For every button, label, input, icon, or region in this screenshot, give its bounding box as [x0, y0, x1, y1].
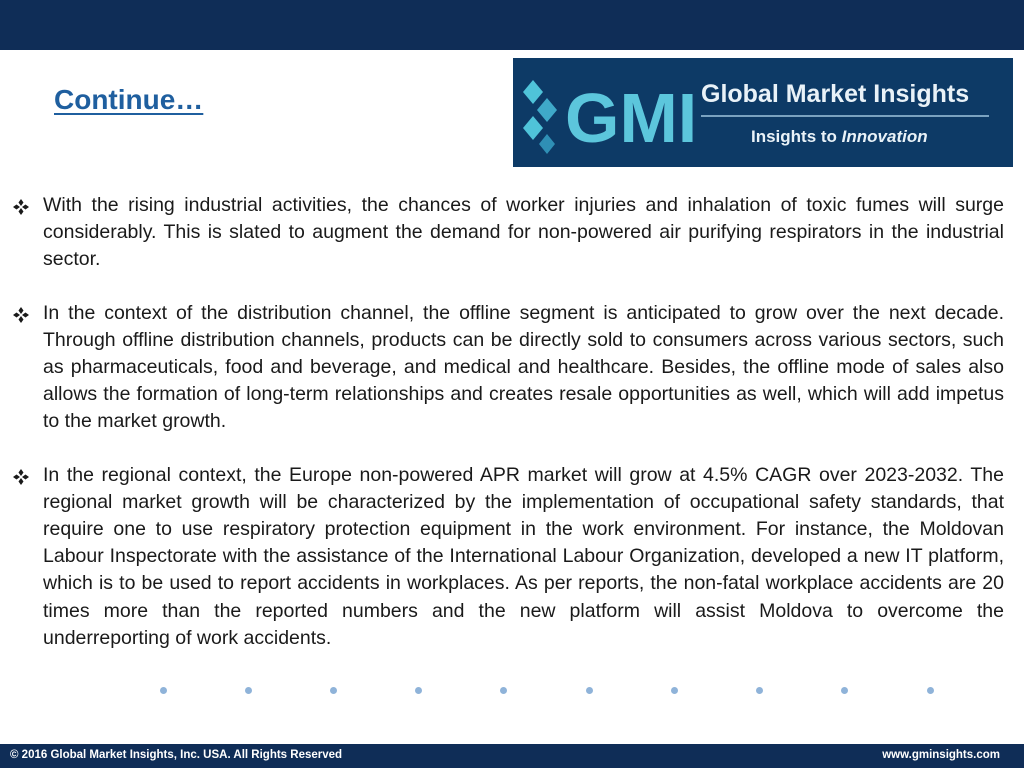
bullet-text: With the rising industrial activities, the chances of worker injuries and inhalation of toxic fumes will surge considerably. This is slated to augment the demand for non-powered air purifying respirators in the industrial sector.: [43, 194, 1004, 271]
dot: [500, 687, 507, 694]
gmi-diamond-logo-icon: [523, 80, 557, 154]
dot: [756, 687, 763, 694]
logo-mark: GMI: [565, 79, 698, 157]
decorative-dots: [0, 687, 1024, 699]
dot: [245, 687, 252, 694]
bullet-item: [12, 300, 1004, 436]
dot: [330, 687, 337, 694]
header-bar: [0, 0, 1024, 50]
diamond-bullet-icon: [12, 306, 30, 324]
dot: [671, 687, 678, 694]
bullet-list: [12, 192, 1004, 678]
dot: [841, 687, 848, 694]
dot: [160, 687, 167, 694]
diamond-bullet-icon: [12, 198, 30, 216]
footer-bar: [0, 744, 1024, 768]
copyright-text: © 2016 Global Market Insights, Inc. USA. All Rights Reserved: [10, 749, 343, 761]
bullet-text: In the context of the distribution channel, the offline segment is anticipated to grow over the next decade. Through offline distribution channels, products can be directly sold to consumers across various sectors, such as pharmaceuticals, food and beverage, and medical and healthcare. Besides, the offline mode of sales also allows the formation of long-term relationships and creates resale opportunities as well, which will add impetus to the market growth.: [43, 301, 1004, 433]
dot: [927, 687, 934, 694]
diamond-bullet-icon: [12, 468, 30, 486]
bullet-text: In the regional context, the Europe non-powered APR market will grow at 4.5% CAGR over 2023-2032. The regional market growth will be characterized by the implementation of occupational safety standards, that require one to use respiratory protection equipment in the work environment. For instance, the Moldovan Labour Inspectorate with the assistance of the International Labour Organization, developed a new IT platform, which is to be used to report accidents in workplaces. As per reports, the non-fatal workplace accidents are 20 times more than the reported numbers and the new platform will assist Moldova to overcome the underreporting of work accidents.: [43, 463, 1004, 649]
bullet-item: [12, 192, 1004, 274]
logo-tagline: Insights to Innovation: [751, 127, 928, 146]
dot: [586, 687, 593, 694]
bullet-item: [12, 462, 1004, 652]
logo-name: Global Market Insights: [701, 80, 970, 108]
page-title: Continue…: [54, 84, 204, 115]
company-logo: [513, 58, 1013, 167]
website-link[interactable]: www.gminsights.com: [882, 749, 1000, 761]
dot: [415, 687, 422, 694]
